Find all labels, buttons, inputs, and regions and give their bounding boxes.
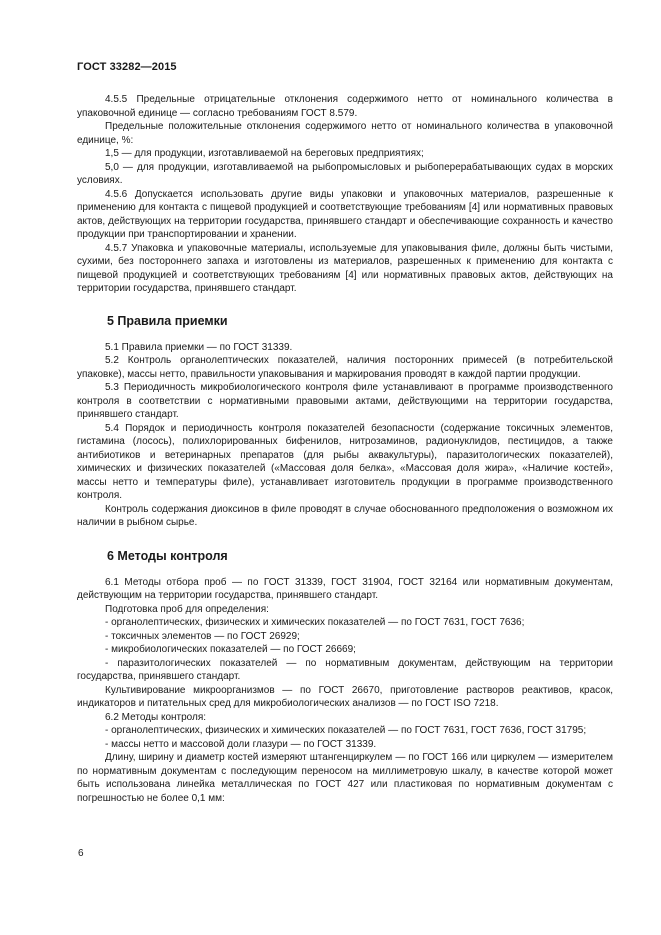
- section-5-heading: 5 Правила приемки: [107, 313, 228, 328]
- paragraph-cultivation: Культивирование микроорганизмов — по ГОСТ 26670, приготовление растворов реактивов, красок, индикаторов и питательных сред для микробиологических анализов — по ГОСТ ISO 7218.: [77, 684, 613, 709]
- section-5: [77, 341, 613, 530]
- paragraph-5-2: 5.2 Контроль органолептических показателей, наличия посторонних примесей (в потребительской упаковке), массы нетто, правильности упаковывания и маркирования проводят в каждой партии продукции.: [77, 355, 613, 380]
- paragraph-4-5-6: 4.5.6 Допускается использовать другие виды упаковки и упаковочных материалов, разрешенные к применению для контакта с пищевой продукцией и соответствующие требованиям [4] или нормативных правовых актов, действующих на территории государства, принявшего стандарт и обеспечивающие сохранность и качество продукции при транспортировании и хранении.: [77, 188, 613, 240]
- list-item-toxic-elements: - токсичных элементов — по ГОСТ 26929;: [105, 630, 300, 642]
- list-item-microbiological: - микробиологических показателей — по ГОСТ 26669;: [105, 644, 356, 655]
- list-item-organoleptic: - органолептических, физических и химических показателей — по ГОСТ 7631, ГОСТ 7636;: [105, 617, 525, 628]
- paragraph-4-5-5: 4.5.5 Предельные отрицательные отклонения содержимого нетто от номинального количества в упаковочной единице — согласно требованиям ГОСТ 8.579.: [77, 94, 613, 119]
- paragraph-deviation-1-5: 1,5 — для продукции, изготавливаемой на береговых предприятиях;: [105, 148, 424, 159]
- section-6-heading: 6 Методы контроля: [107, 548, 228, 563]
- section-4-continuation: [77, 93, 613, 296]
- paragraph-5-4: 5.4 Порядок и периодичность контроля показателей безопасности (содержание токсичных элементов, гистамина (лосось), полихлорированных бифенилов, нитрозаминов, радионуклидов, пестицидов, а также антибиотиков и ветеринарных препаратов (для рыбы аквакультуры), паразитологических показателей), химических и физических показателей («Массовая доля белка», «Массовая доля жира», «Наличие костей», массы нетто и температуры филе), устанавливает изготовитель продукции в программе производственного контроля.: [77, 422, 613, 501]
- paragraph-dioxins: Контроль содержания диоксинов в филе проводят в случае обоснованного предположения о возможном их наличии в рыбном сырье.: [77, 503, 613, 528]
- list-item-parasitological: - паразитологических показателей — по нормативным документам, действующим на территории государства, принявшего стандарт.: [77, 657, 613, 682]
- document-header: ГОСТ 33282—2015: [77, 61, 177, 73]
- section-6: [77, 576, 613, 806]
- document-body: [77, 93, 613, 805]
- paragraph-4-5-7: 4.5.7 Упаковка и упаковочные материалы, используемые для упаковывания филе, должны быть чистыми, сухими, без постороннего запаха и изготовлены из материалов, разрешенных к применению для контакта с пищевой продукцией и соответствующих требованиям [4] или нормативных правовых актов, действующих на территории государства, принявшего стандарт.: [77, 242, 613, 294]
- paragraph-5-3: 5.3 Периодичность микробиологического контроля филе устанавливают в программе производственного контроля в соответствии с нормативными правовыми актами, действующими на территории государства, принявшего стандарт.: [77, 382, 613, 420]
- paragraph-deviation-5-0: 5,0 — для продукции, изготавливаемой на рыбопромысловых и рыбоперерабатывающих судах в морских условиях.: [77, 161, 613, 186]
- paragraph-sample-prep: Подготовка проб для определения:: [105, 603, 269, 615]
- paragraph-bone-measurement: Длину, ширину и диаметр костей измеряют штангенциркулем — по ГОСТ 166 или циркулем — измерителем по нормативным документам с последующим переносом на миллиметровую шкалу, в качестве которой может быть использована линейка металлическая по ГОСТ 427 или пластиковая по нормативным документам с погрешностью не более 0,1 мм:: [77, 752, 613, 804]
- paragraph-positive-deviations: Предельные положительные отклонения содержимого нетто от номинального количества в упаковочной единице, %:: [77, 121, 613, 146]
- paragraph-6-2: 6.2 Методы контроля:: [105, 711, 207, 723]
- list-item-net-mass: - массы нетто и массовой доли глазури — по ГОСТ 31339.: [105, 738, 377, 750]
- list-item-control-organoleptic: - органолептических, физических и химических показателей — по ГОСТ 7631, ГОСТ 7636, ГОСТ 31795;: [105, 725, 587, 736]
- page-number: 6: [78, 848, 84, 859]
- paragraph-5-1: 5.1 Правила приемки — по ГОСТ 31339.: [105, 341, 293, 353]
- paragraph-6-1: 6.1 Методы отбора проб — по ГОСТ 31339, ГОСТ 31904, ГОСТ 32164 или нормативным документам, действующим на территории государства, принявшего стандарт.: [77, 576, 613, 601]
